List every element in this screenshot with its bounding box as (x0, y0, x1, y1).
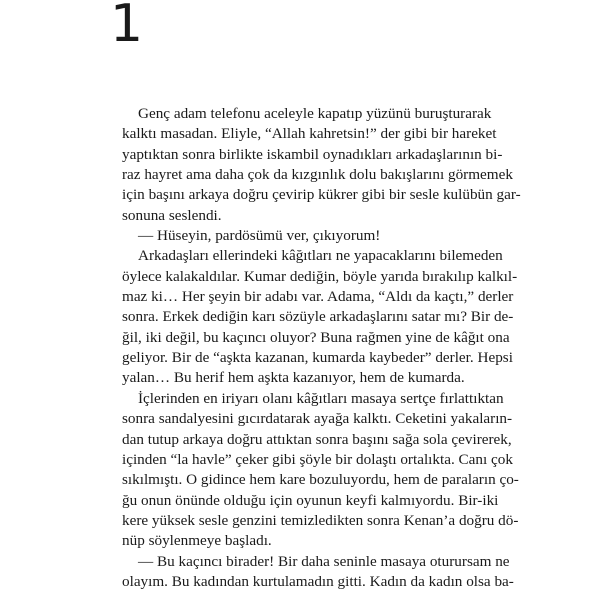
text-line: geliyor. Bir de “aşkta kazanan, kumarda kaybeder” derler. Hepsi (122, 349, 513, 367)
text-line: maz ki… Her şeyin bir adabı var. Adama, “Aldı da kaçtı,” derler (122, 288, 514, 306)
text-line: sonra. Erkek dediğin karı sözüyle arkadaşlarını satar mı? Bir de- (122, 308, 514, 326)
text-line: Arkadaşları ellerindeki kâğıtları ne yapacaklarını bilemeden (138, 247, 503, 265)
text-line: dan tutup arkaya doğru attıktan sonra başını sağa sola çevirerek, (122, 430, 512, 448)
text-line: öylece kalakaldılar. Kumar dediğin, böyle yarıda bırakılıp kalkıl- (122, 267, 518, 285)
text-line: kere yüksek sesle genzini temizledikten sonra Kenan’a doğru dö- (122, 511, 519, 529)
text-line: sonra sandalyesini gıcırdatarak ayağa kalktı. Ceketini yakaların- (122, 410, 513, 428)
text-line: sonuna seslendi. (122, 206, 222, 224)
text-line: İçlerinden en iriyarı olanı kâğıtları masaya sertçe fırlattıktan (138, 389, 504, 407)
text-line: sıkılmıştı. O gidince hem kare bozuluyordu, hem de paraların ço- (122, 471, 519, 489)
dialogue-line: — Bu kaçıncı birader! Bir daha seninle masaya oturursam ne (138, 552, 510, 570)
text-line: yalan… Bu herif hem aşkta kazanıyor, hem de kumarda. (122, 369, 465, 387)
text-line: ğu onun önünde olduğu için oyunun keyfi kalmıyordu. Bir-iki (122, 491, 499, 509)
text-line: olayım. Bu kadından kurtulamadın gitti. Kadın da kadın olsa ba- (122, 572, 514, 590)
chapter-body-text (122, 104, 521, 592)
text-line: için başını arkaya doğru çevirip kükrer gibi bir sesle kulübün gar- (122, 186, 521, 204)
text-line: raz hayret ama daha çok da kızgınlık dolu bakışlarını görmemek (122, 166, 513, 184)
text-line: ğil, iki değil, bu kaçıncı oluyor? Buna rağmen yine de kâğıt ona (122, 328, 510, 346)
text-line: yaptıktan sonra birlikte iskambil oynadıkları arkadaşlarının bi- (122, 145, 503, 163)
text-line: Genç adam telefonu aceleyle kapatıp yüzünü buruşturarak (138, 105, 492, 122)
text-line: kalktı masadan. Eliyle, “Allah kahretsin!” der gibi bir hareket (122, 125, 497, 143)
dialogue-line: — Hüseyin, pardösümü ver, çıkıyorum! (138, 227, 381, 245)
text-line: nüp söylenmeye başladı. (122, 532, 272, 550)
text-line: içinden “la havle” çeker gibi şöyle bir dolaştı ortalıkta. Canı çok (122, 450, 513, 468)
chapter-number: 1 (110, 0, 144, 54)
